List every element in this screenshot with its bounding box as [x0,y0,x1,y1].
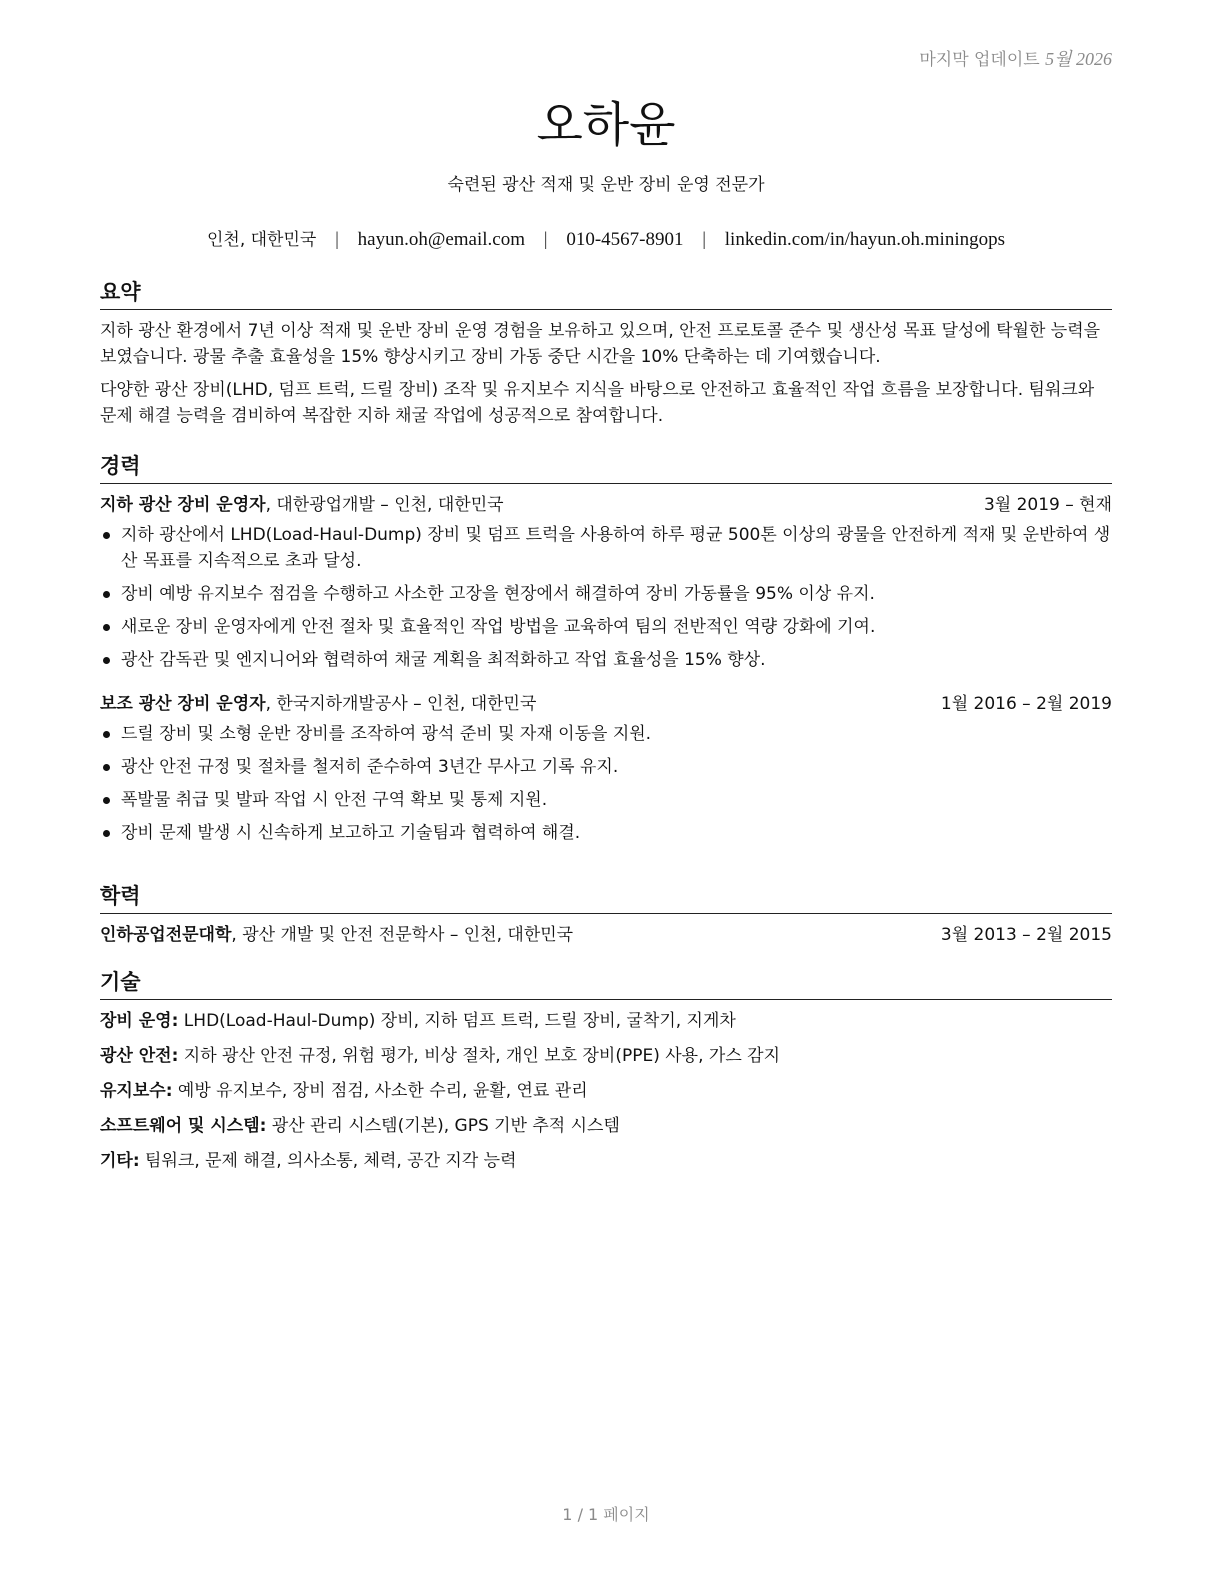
contact-separator: | [335,229,339,250]
job-bullet: 폭발물 취급 및 발파 작업 시 안전 구역 확보 및 통제 지원. [100,787,1112,813]
job-entry [100,492,1112,673]
contact-phone[interactable]: 010-4567-8901 [566,229,684,250]
last-updated-prefix: 마지막 업데이트 [919,50,1040,70]
summary-paragraph: 지하 광산 환경에서 7년 이상 적재 및 운반 장비 운영 경험을 보유하고 있으며, 안전 프로토콜 준수 및 생산성 목표 달성에 탁월한 능력을 보였습니다. 광물 추출 효율성을 15% 향상시키고 장비 가동 중단 시간을 10% 단축하는 데 기여했습니다. [100,321,1101,367]
job-org: , 한국지하개발공사 – 인천, 대한민국 [265,694,537,714]
last-updated-date: 5월 2026 [1045,49,1112,69]
job-entry [100,691,1112,846]
job-org: , 대한광업개발 – 인천, 대한민국 [265,495,504,515]
education-title: 학력 [100,880,1112,914]
skill-row [100,1148,1112,1174]
job-bullet: 광산 감독관 및 엔지니어와 협력하여 채굴 계획을 최적화하고 작업 효율성을 15% 향상. [100,647,1112,673]
skill-label: 소프트웨어 및 시스템: [100,1116,267,1136]
resume-page [100,0,1112,1584]
contact-separator: | [702,229,707,250]
skill-value: 예방 유지보수, 장비 점검, 사소한 수리, 윤활, 연료 관리 [172,1081,588,1101]
job-bullet: 장비 문제 발생 시 신속하게 보고하고 기술팀과 협력하여 해결. [100,820,1112,846]
education-detail: , 광산 개발 및 안전 전문학사 – 인천, 대한민국 [231,925,574,945]
skill-row [100,1043,1112,1069]
job-bullet: 광산 안전 규정 및 절차를 철저히 준수하여 3년간 무사고 기록 유지. [100,754,1112,780]
job-dates: 1월 2016 – 2월 2019 [940,694,1112,714]
education-dates: 3월 2013 – 2월 2015 [940,925,1112,945]
contact-separator: | [543,229,548,250]
job-header [100,691,1112,717]
skills-section [100,966,1112,1183]
skill-value: LHD(Load-Haul-Dump) 장비, 지하 덤프 트럭, 드릴 장비, 굴착기, 지게차 [178,1011,736,1031]
candidate-name: 오하윤 [536,97,676,153]
skill-row [100,1008,1112,1034]
summary-paragraph: 다양한 광산 장비(LHD, 덤프 트럭, 드릴 장비) 조작 및 유지보수 지식을 바탕으로 안전하고 효율적인 작업 흐름을 보장합니다. 팀워크와 문제 해결 능력을 겸비하여 복잡한 지하 채굴 작업에 성공적으로 참여합니다. [100,380,1095,426]
job-bullet: 지하 광산에서 LHD(Load-Haul-Dump) 장비 및 덤프 트럭을 사용하여 하루 평균 500톤 이상의 광물을 안전하게 적재 및 운반하여 생산 목표를 지속적으로 초과 달성. [100,522,1112,574]
job-bullet: 장비 예방 유지보수 점검을 수행하고 사소한 고장을 현장에서 해결하여 장비 가동률을 95% 이상 유지. [100,581,1112,607]
skill-row [100,1078,1112,1104]
skill-value: 광산 관리 시스템(기본), GPS 기반 추적 시스템 [266,1116,620,1136]
contact-email[interactable]: hayun.oh@email.com [357,229,525,250]
job-bullet: 새로운 장비 운영자에게 안전 절차 및 효율적인 작업 방법을 교육하여 팀의 전반적인 역량 강화에 기여. [100,614,1112,640]
skill-label: 유지보수: [100,1081,173,1101]
job-dates: 3월 2019 – 현재 [983,495,1112,515]
contact-location: 인천, 대한민국 [206,230,317,250]
skill-label: 광산 안전: [100,1046,179,1066]
summary-title: 요약 [100,276,1112,310]
education-section [100,880,1112,948]
skill-value: 팀워크, 문제 해결, 의사소통, 체력, 공간 지각 능력 [139,1151,517,1171]
education-school: 인하공업전문대학 [100,925,232,945]
contact-linkedin[interactable]: linkedin.com/in/hayun.oh.miningops [724,229,1006,250]
candidate-tagline: 숙련된 광산 적재 및 운반 장비 운영 전문가 [447,175,765,195]
page-indicator: 1 / 1 페이지 [562,1505,650,1524]
summary-section [100,276,1112,436]
last-updated [919,45,1112,71]
job-bullets [100,522,1112,673]
job-bullet: 드릴 장비 및 소형 운반 장비를 조작하여 광석 준비 및 자재 이동을 지원. [100,721,1112,747]
skills-title: 기술 [100,966,1112,1000]
education-school-detail [100,922,573,948]
experience-title: 경력 [100,450,1112,484]
education-entry [100,922,1112,948]
job-header [100,492,1112,518]
skill-label: 기타: [100,1151,140,1171]
skill-row [100,1113,1112,1139]
job-role-org [100,492,504,518]
job-role: 지하 광산 장비 운영자 [100,495,266,515]
job-role-org [100,691,536,717]
experience-section [100,450,1112,853]
skill-label: 장비 운영: [100,1011,179,1031]
job-bullets [100,721,1112,846]
job-role: 보조 광산 장비 운영자 [100,694,266,714]
contact-line [100,225,1112,251]
skill-value: 지하 광산 안전 규정, 위험 평가, 비상 절차, 개인 보호 장비(PPE) 사용, 가스 감지 [178,1046,780,1066]
